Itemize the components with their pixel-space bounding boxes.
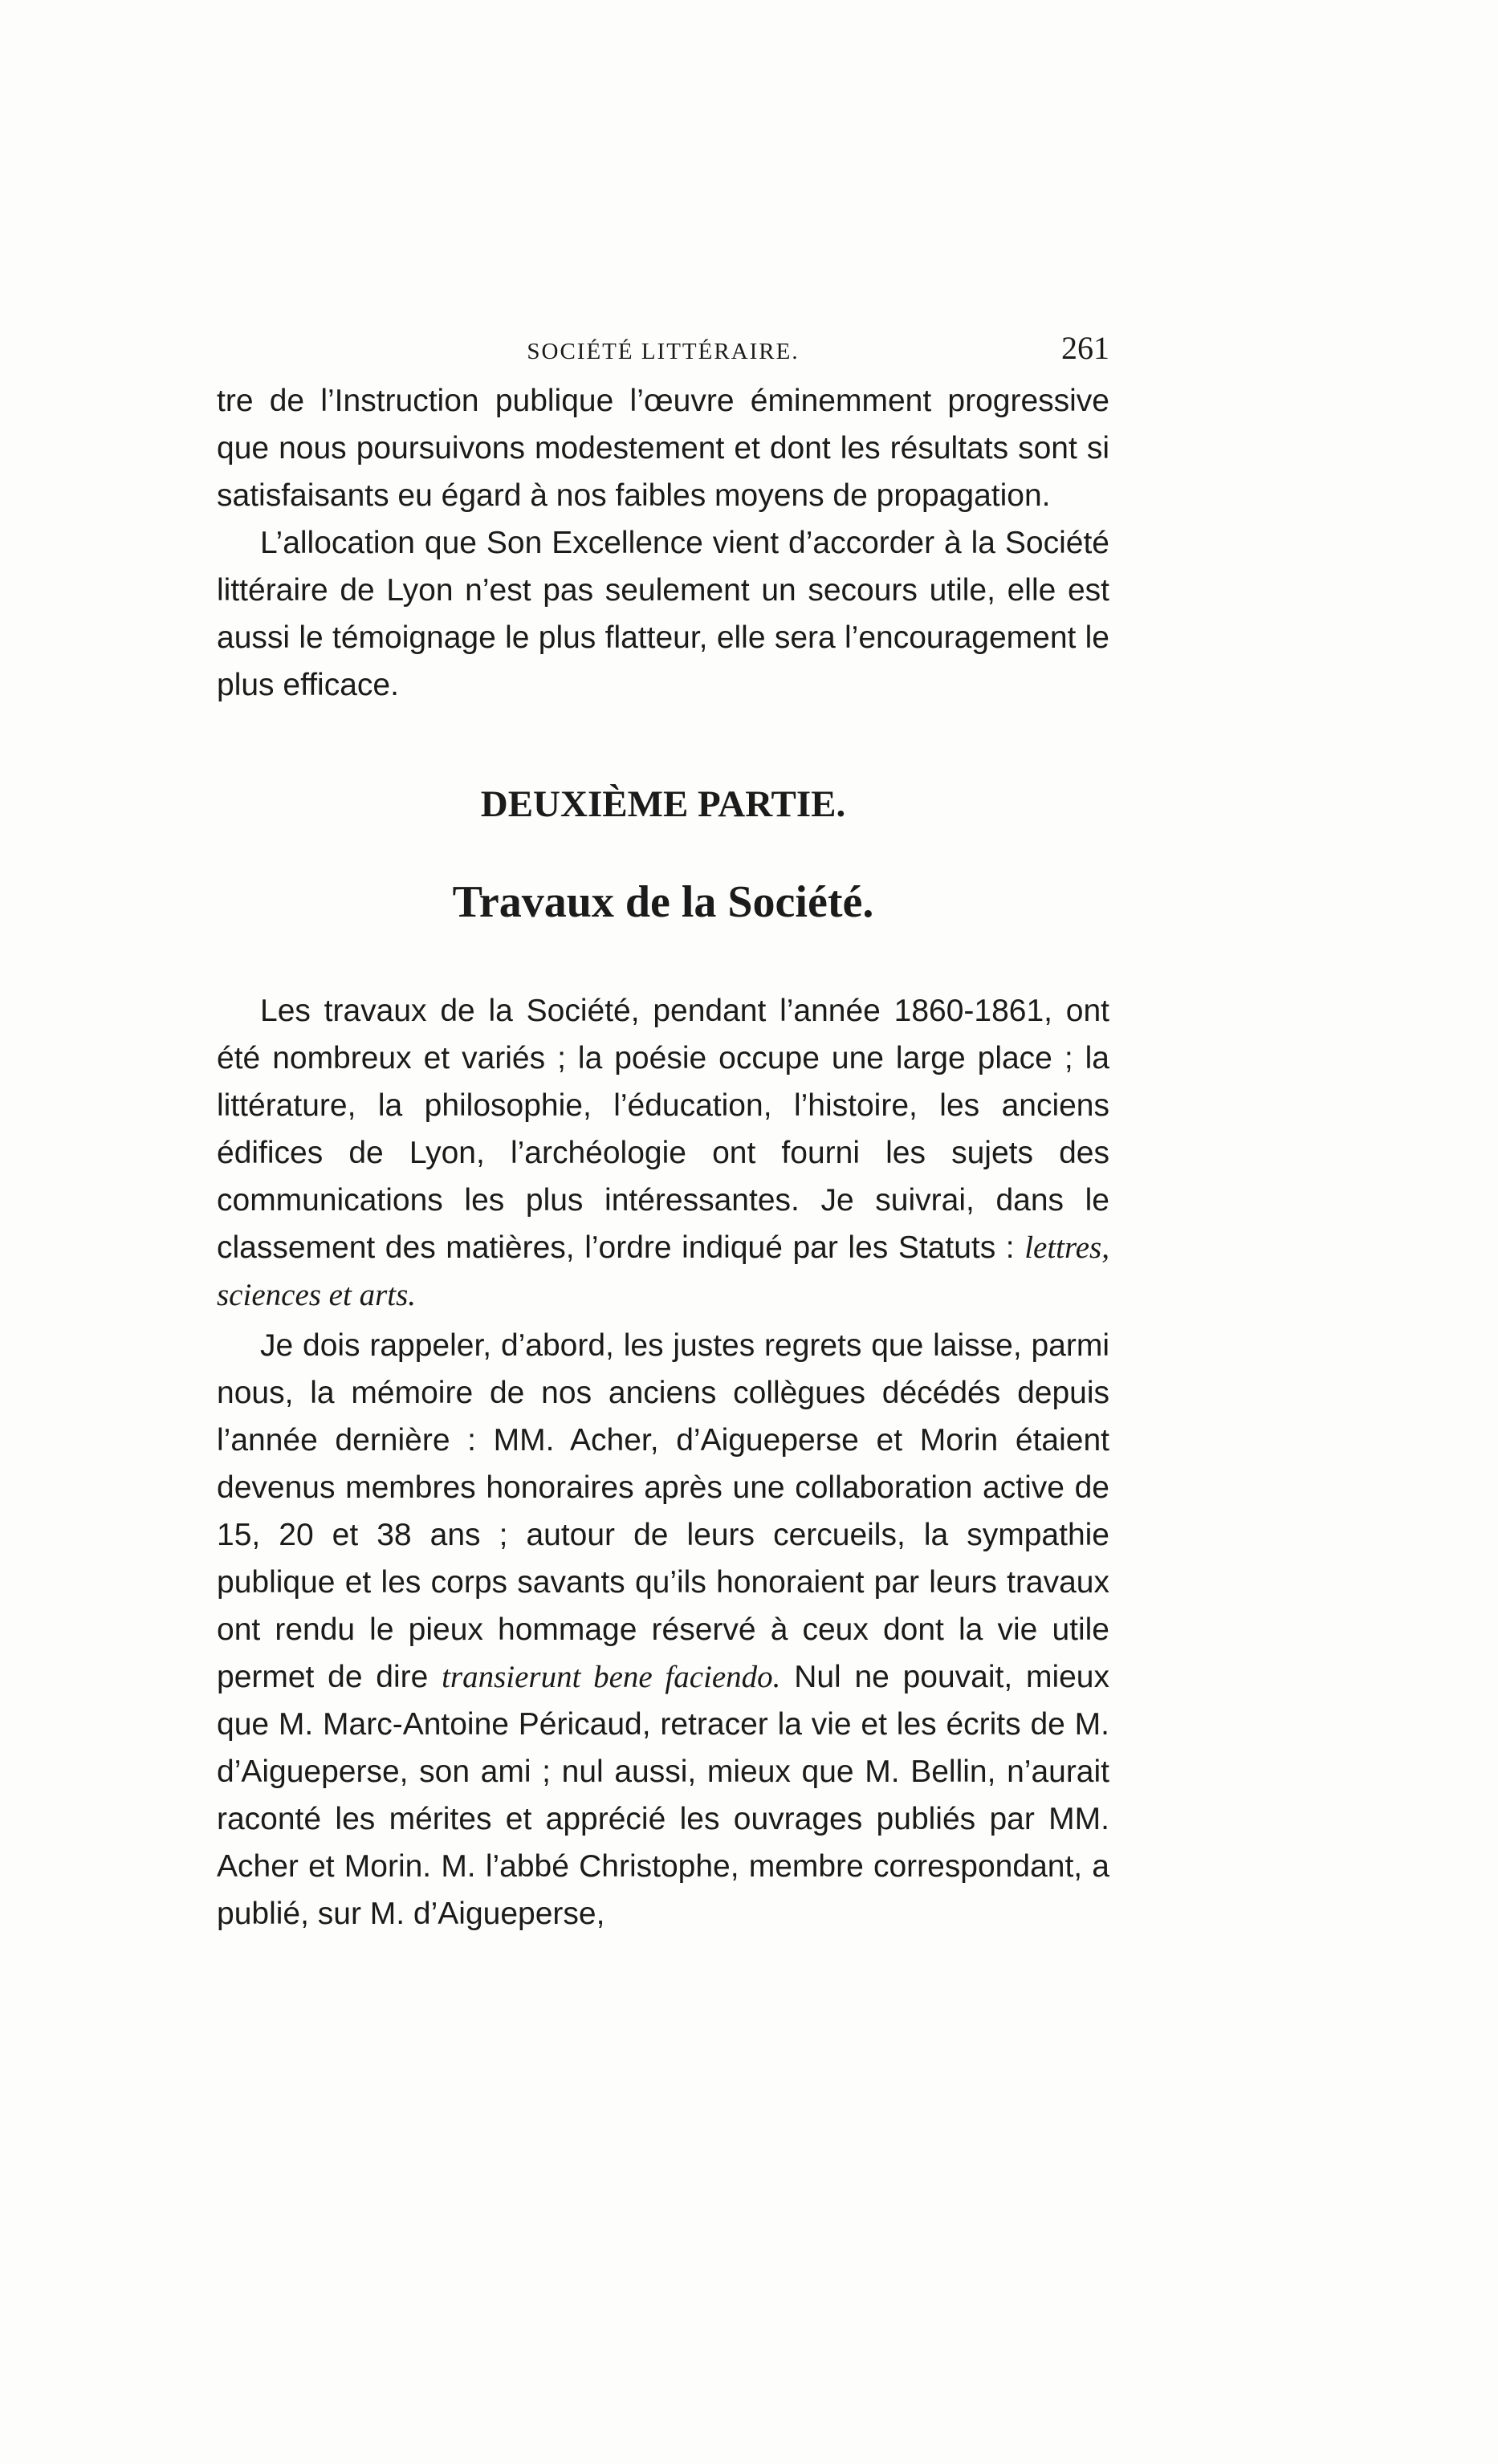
page-number: 261 xyxy=(1061,330,1109,366)
page-header xyxy=(217,329,1109,377)
paragraph-regrets-start: Je dois rappeler, d’abord, les justes regrets que laisse, parmi nous, la mémoire de nos anciens collègues décédés depuis l’année dernière : MM. Acher, d’Aigueperse et Morin étaient devenus membres honoraires après une collaboration active de 15, 20 et 38 ans ; autour de leurs cercueils, la sympathie publique et les corps savants qu’ils honoraient par leurs travaux ont rendu le pieux hommage réservé à ceux dont la vie utile permet de dire xyxy=(217,1328,1109,1694)
italic-latin-phrase: transierunt bene faciendo. xyxy=(442,1660,781,1694)
paragraph-continuation: tre de l’Instruction publique l’œuvre éminemment progressive que nous poursuivons modestement et dont les résultats sont si satisfaisants eu égard à nos faibles moyens de propagation. xyxy=(217,384,1109,513)
body-text xyxy=(217,987,1109,1937)
part-title: DEUXIÈME PARTIE. xyxy=(480,783,846,825)
paragraph-regrets-end: Nul ne pouvait, mieux que M. Marc-Antoine Péricaud, retracer la vie et les écrits de M. d’Aigueperse, son ami ; nul aussi, mieux que M. Bellin, n’aurait raconté les mérites et apprécié les ouvrages publiés par MM. Acher et Morin. M. l’abbé Christophe, membre correspondant, a publié, sur M. d’Aigueperse, xyxy=(217,1660,1109,1931)
italic-lettres: lettres, sciences et arts. xyxy=(217,1230,1109,1312)
paragraph-travaux xyxy=(217,987,1109,1319)
intro-text xyxy=(217,377,1109,709)
paragraph-travaux-text: Les travaux de la Société, pendant l’année 1860-1861, ont été nombreux et variés ; la poésie occupe une large place ; la littérature, la philosophie, l’éducation, l’histoire, les anciens édifices de Lyon, l’archéologie ont fourni les sujets des communications les plus intéressantes. Je suivrai, dans le classement des matières, l’ordre indiqué par les Statuts : xyxy=(217,994,1109,1265)
section-title: Travaux de la Société. xyxy=(452,877,874,927)
paragraph-allocation: L’allocation que Son Excellence vient d’accorder à la Société littéraire de Lyon n’est pas seulement un secours utile, elle est aussi le témoignage le plus flatteur, elle sera l’encouragement le plus efficace. xyxy=(217,526,1109,702)
paragraph-regrets xyxy=(217,1322,1109,1937)
running-head: SOCIÉTÉ LITTÉRAIRE. xyxy=(527,339,800,364)
